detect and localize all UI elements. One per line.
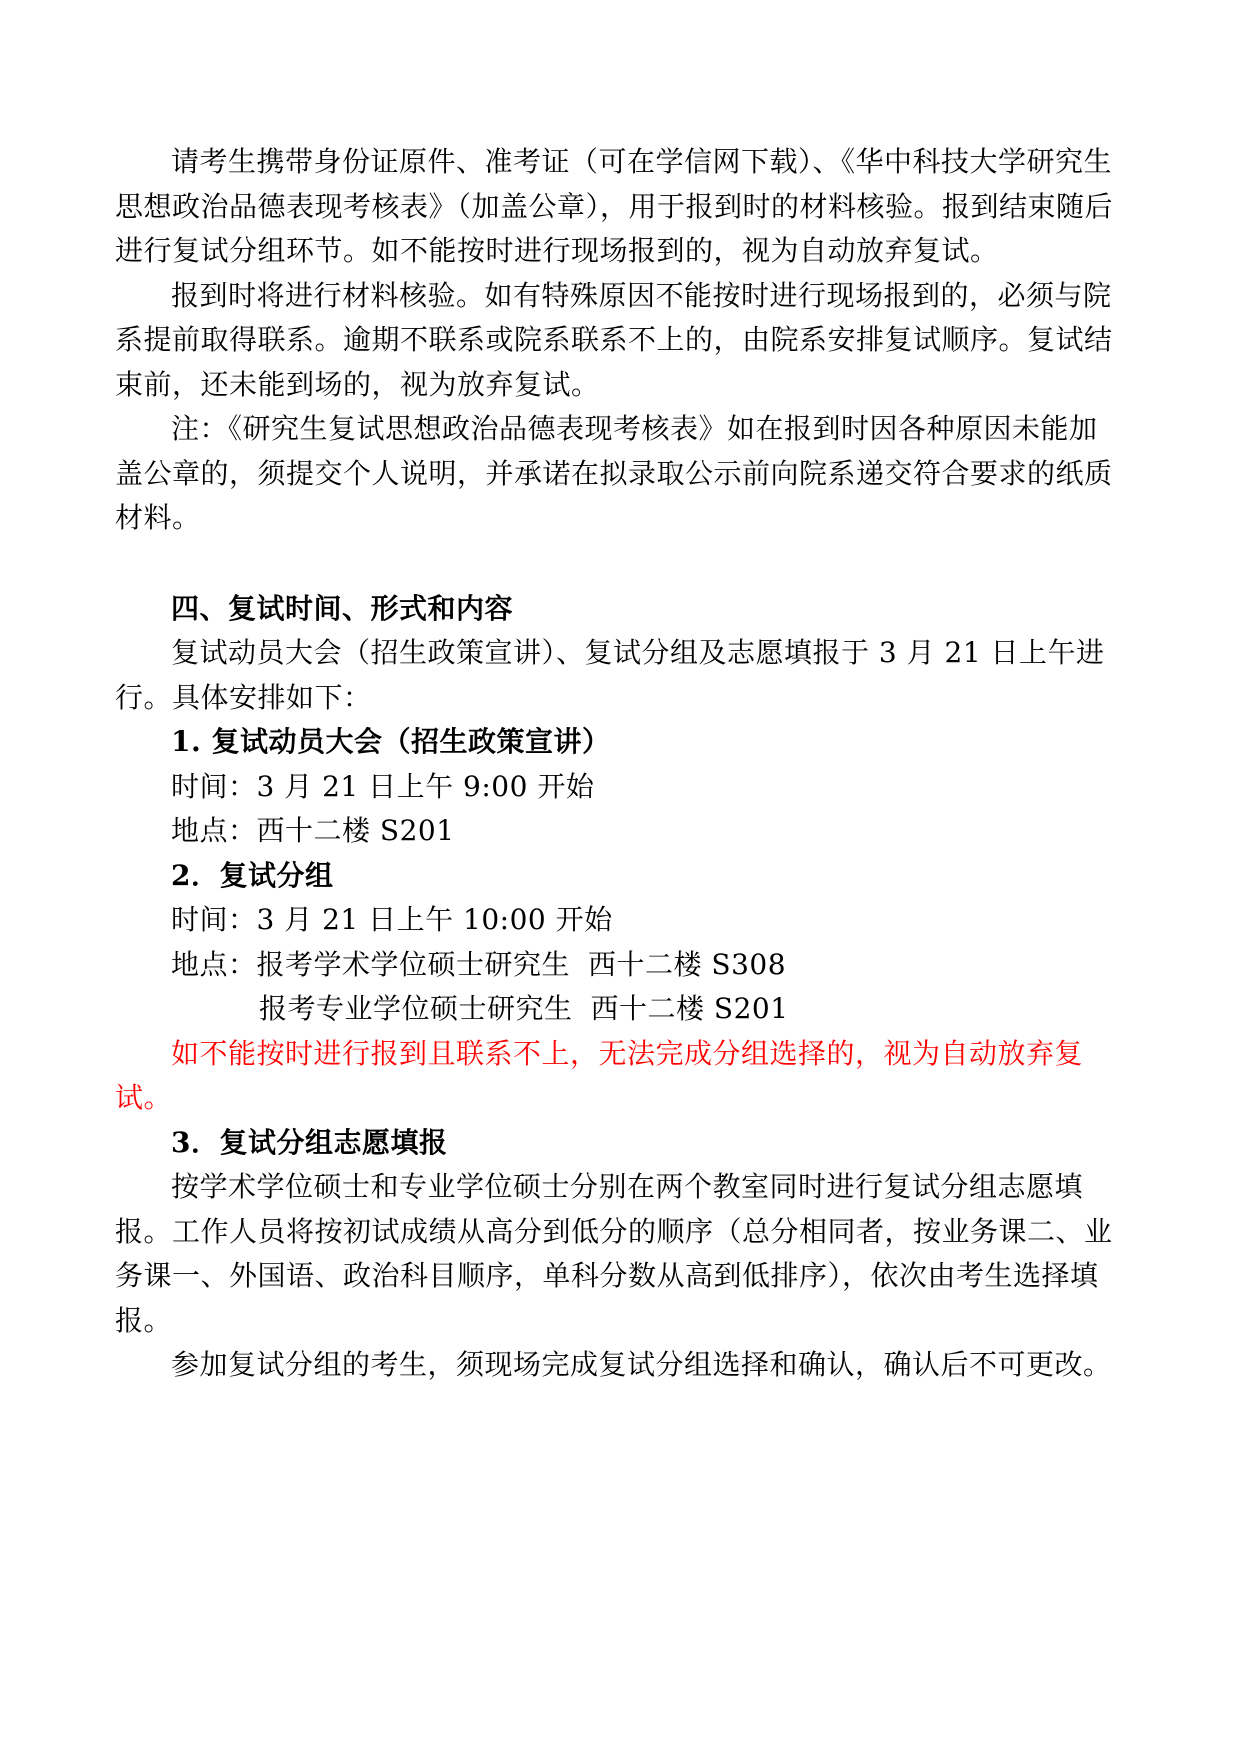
paragraph-line: 系提前取得联系。逾期不联系或院系联系不上的，由院系安排复试顺序。复试结 [115,323,1113,356]
paragraph-line: 进行复试分组环节。如不能按时进行现场报到的，视为自动放弃复试。 [115,234,999,267]
item1-title: 1. 复试动员大会（招生政策宣讲） [171,725,611,758]
item3-title: 3．复试分组志愿填报 [171,1126,448,1159]
paragraph-line: 思想政治品德表现考核表》（加盖公章），用于报到时的材料核验。报到结束随后 [115,190,1114,223]
note-line: 盖公章的，须提交个人说明，并承诺在拟录取公示前向院系递交符合要求的纸质 [115,457,1113,490]
paragraph-line: 束前，还未能到场的，视为放弃复试。 [115,368,600,401]
item2-title: 2．复试分组 [171,859,334,892]
place-academic-text: 报考学术学位硕士研究生 [256,948,571,981]
item3-body-line: 报。 [115,1304,173,1337]
place-academic-room: 西十二楼 S308 [588,948,787,981]
section-heading: 四、复试时间、形式和内容 [171,592,514,625]
paragraph-line: 报到时将进行材料核验。如有特殊原因不能按时进行现场报到的，必须与院 [171,279,1112,312]
item2-place-academic [171,940,786,990]
note-line: 注：《研究生复试思想政治品德表现考核表》如在报到时因各种原因未能加 [171,412,1098,445]
paragraph-line: 请考生携带身份证原件、准考证（可在学信网下载）、《华中科技大学研究生 [171,145,1113,178]
warning-line: 如不能按时进行报到且联系不上，无法完成分组选择的，视为自动放弃复 [171,1037,1084,1070]
item2-time: 时间：3 月 21 日上午 10:00 开始 [171,903,613,936]
item3-body-line: 按学术学位硕士和专业学位硕士分别在两个教室同时进行复试分组志愿填 [171,1170,1084,1203]
section-intro-line: 复试动员大会（招生政策宣讲）、复试分组及志愿填报于 3 月 21 日上午进 [171,636,1105,669]
item3-note: 参加复试分组的考生，须现场完成复试分组选择和确认，确认后不可更改。 [171,1348,1112,1381]
place-label: 地点： [171,948,257,981]
item1-place: 地点：西十二楼 S201 [171,814,455,847]
place-professional-text: 报考专业学位硕士研究生 [259,992,573,1025]
section-intro-line: 行。具体安排如下： [115,681,372,714]
item1-time: 时间：3 月 21 日上午 9:00 开始 [171,770,595,803]
note-line: 材料。 [115,501,201,534]
item3-body-line: 报。工作人员将按初试成绩从高分到低分的顺序（总分相同者，按业务课二、业 [115,1215,1113,1248]
item2-place-professional [259,984,789,1034]
warning-line: 试。 [115,1081,173,1114]
item3-body-line: 务课一、外国语、政治科目顺序，单科分数从高到低排序），依次由考生选择填 [115,1259,1099,1292]
place-professional-room: 西十二楼 S201 [590,992,789,1025]
